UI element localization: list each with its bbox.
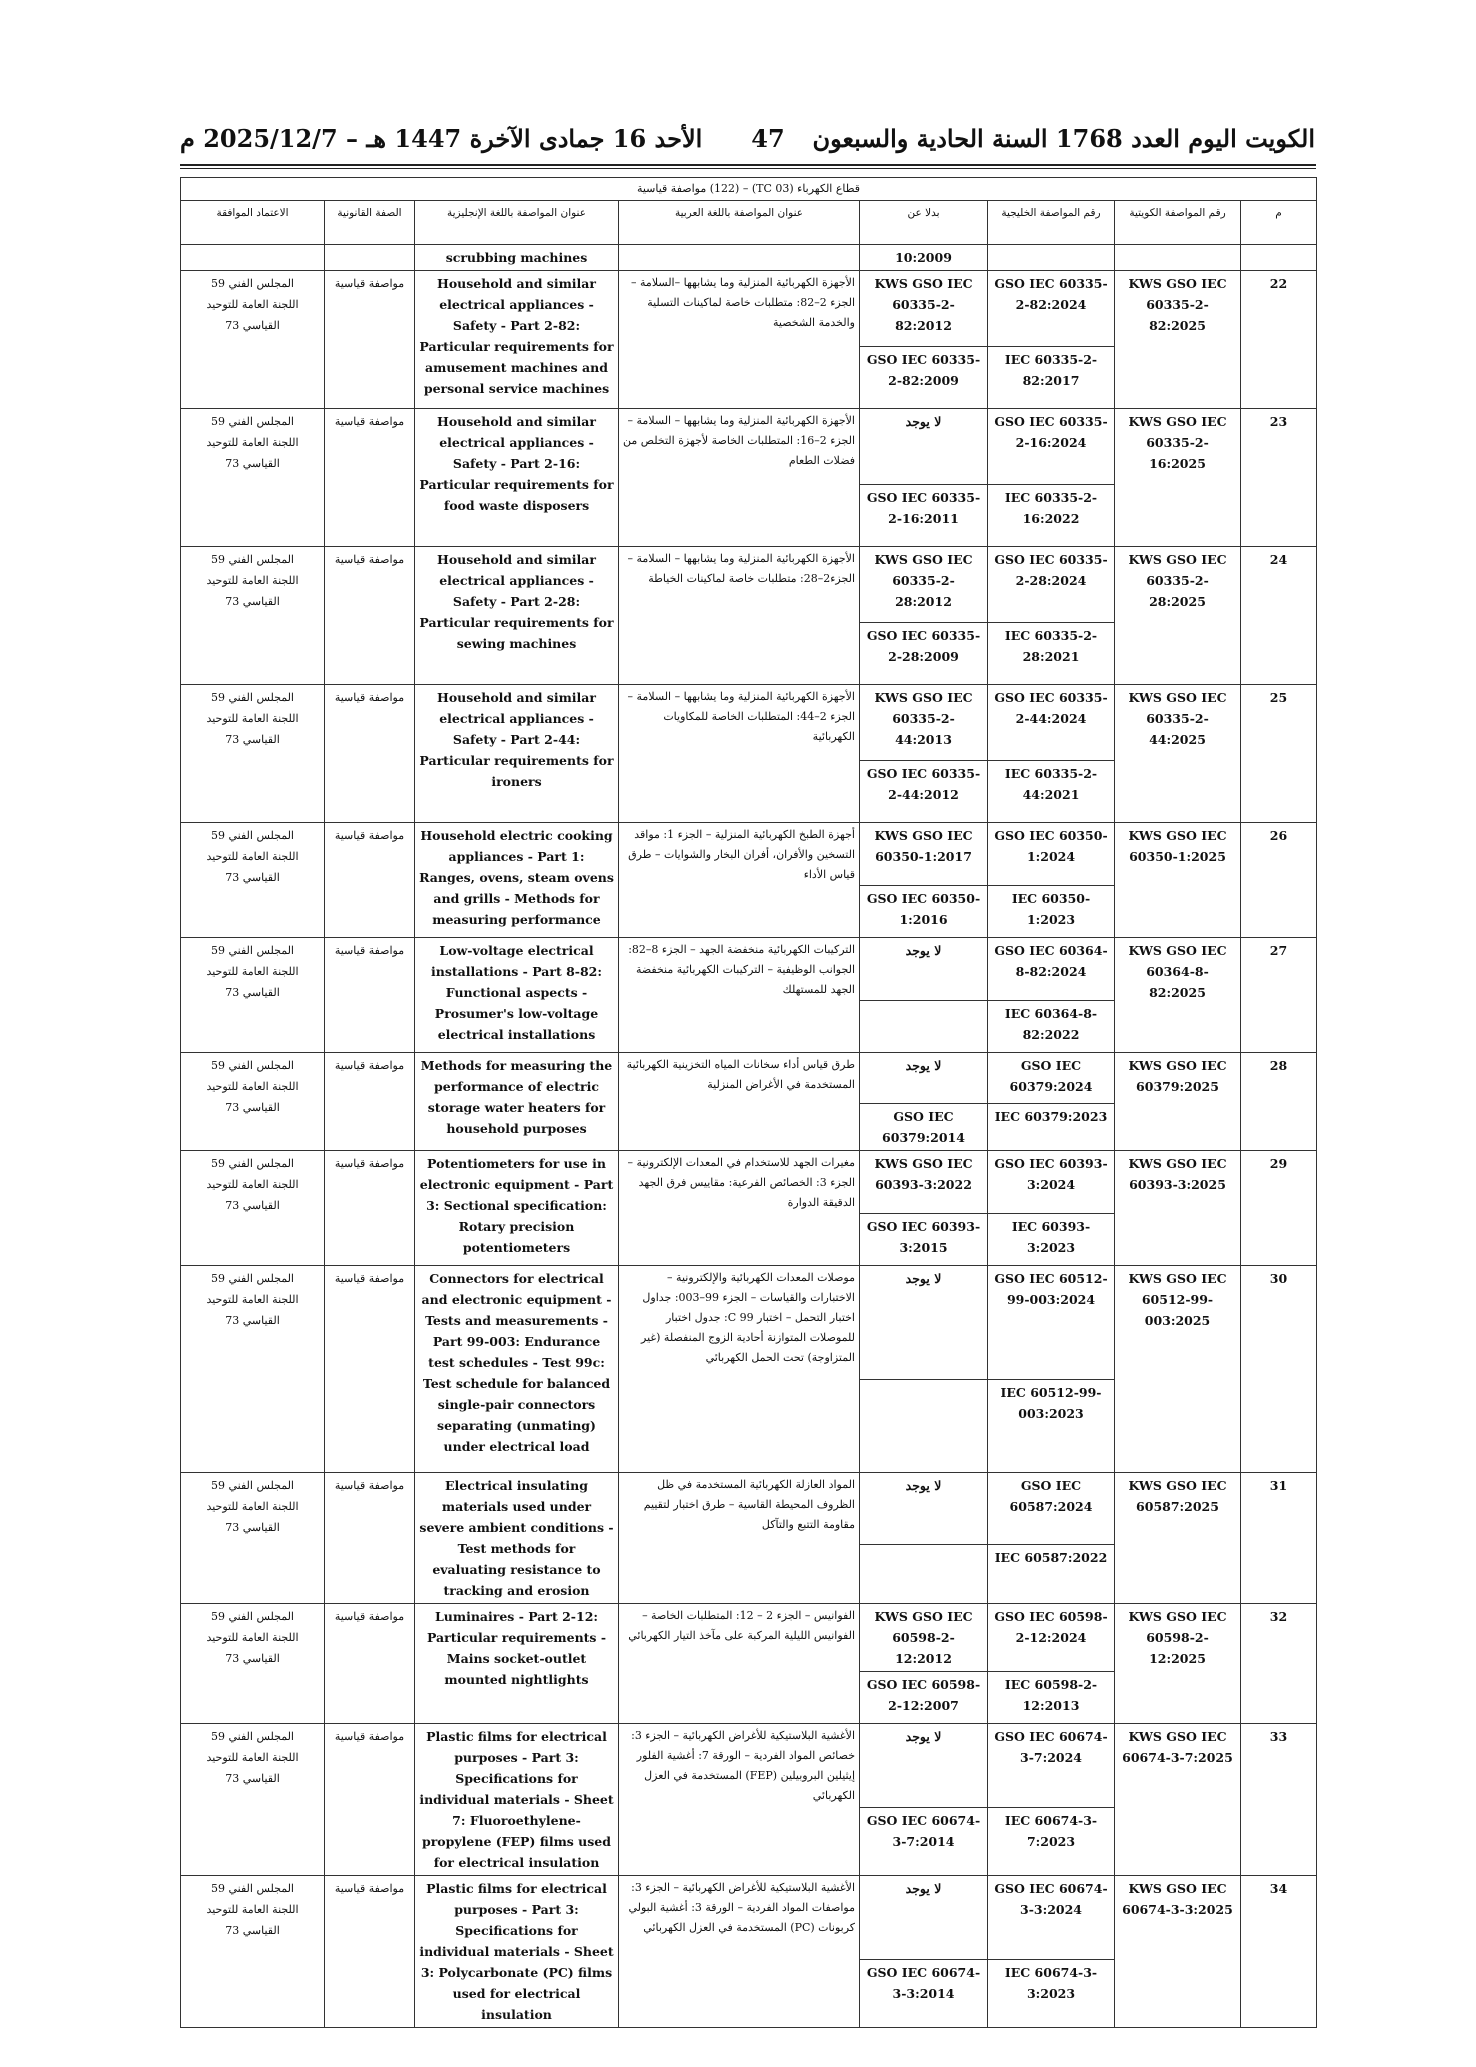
gso-code: GSO IEC 60674-3-7:2024 (988, 1724, 1115, 1808)
title-english: Connectors for electrical and electronic equipment - Tests and measurements - Part 99-003: Endurance test schedules - Test 99c: Test schedule for balanced single-pair connectors separating (unmating) under electrical load (415, 1266, 619, 1473)
approval-standardization: القياسي 73 (225, 871, 280, 884)
title-english: Potentiometers for use in electronic equipment - Part 3: Sectional specification: Rotary precision potentiometers (415, 1151, 619, 1266)
col-header-m: م (1241, 201, 1317, 245)
row-number: 23 (1241, 409, 1317, 547)
col-header-replaces: بدلا عن (860, 201, 988, 245)
gso-code: GSO IEC 60598-2-12:2024 (988, 1604, 1115, 1672)
approval-standardization: القياسي 73 (225, 986, 280, 999)
replaces-code: KWS GSO IEC 60335-2-28:2012 (860, 547, 988, 623)
col-header-title-ar: عنوان المواصفة باللغة العربية (619, 201, 860, 245)
gso-code: GSO IEC 60393-3:2024 (988, 1151, 1115, 1214)
title-arabic: طرق قياس أداء سخانات المياه التخزينية الكهربائية المستخدمة في الأغراض المنزلية (619, 1053, 860, 1151)
title-english: Household and similar electrical appliances - Safety - Part 2-44: Particular requirements for ironers (415, 685, 619, 823)
title-english: Plastic films for electrical purposes - Part 3: Specifications for individual materials - Sheet 3: Polycarbonate (PC) films used for electrical insulation (415, 1876, 619, 2028)
iec-code: IEC 60379:2023 (988, 1104, 1115, 1151)
approval-standardization: القياسي 73 (225, 1101, 280, 1114)
legal-status: مواصفة قياسية (325, 823, 415, 938)
approval-council: المجلس الفني 59 (211, 1272, 294, 1285)
title-english: Plastic films for electrical purposes - Part 3: Specifications for individual materials - Sheet 7: Fluoroethylene-propylene (FEP) films used for electrical insulation (415, 1724, 619, 1876)
approval-council: المجلس الفني 59 (211, 1059, 294, 1072)
kws-code: KWS GSO IEC 60674-3-7:2025 (1115, 1724, 1241, 1876)
gso-code: GSO IEC 60379:2024 (988, 1053, 1115, 1104)
legal-status: مواصفة قياسية (325, 685, 415, 823)
legal-status: مواصفة قياسية (325, 1604, 415, 1724)
table-row (181, 547, 1317, 623)
approval-council: المجلس الفني 59 (211, 1157, 294, 1170)
replaces-code: لا يوجد (860, 938, 988, 1001)
col-header-kws: رقم المواصفة الكويتية (1115, 201, 1241, 245)
gso-code: GSO IEC 60364-8-82:2024 (988, 938, 1115, 1001)
replaces-code: KWS GSO IEC 60393-3:2022 (860, 1151, 988, 1214)
approval-cell (181, 1604, 325, 1724)
continuation-title-en: scrubbing machines (415, 245, 619, 271)
table-row (181, 938, 1317, 1001)
row-number: 33 (1241, 1724, 1317, 1876)
approval-council: المجلس الفني 59 (211, 1882, 294, 1895)
table-row (181, 823, 1317, 886)
iec-code: IEC 60674-3-3:2023 (988, 1959, 1115, 2027)
title-arabic: موصلات المعدات الكهربائية والإلكترونية – الاختبارات والقياسات – الجزء 99–003: جداول اختبار التحمل – اختبار C 99: جدول اختبار للموصلات المتوازنة أحادية الزوج المنفصلة (غير المتزاوجة) تحت الحمل الكهربائي (619, 1266, 860, 1473)
iec-code: IEC 60350-1:2023 (988, 886, 1115, 938)
gso-code: GSO IEC 60512-99-003:2024 (988, 1266, 1115, 1380)
title-english: Household and similar electrical appliances - Safety - Part 2-82: Particular requirements for amusement machines and personal service machines (415, 271, 619, 409)
table-row (181, 1473, 1317, 1545)
gso-code: GSO IEC 60674-3-3:2024 (988, 1876, 1115, 1960)
title-english: Electrical insulating materials used under severe ambient conditions - Test methods for evaluating resistance to tracking and erosion (415, 1473, 619, 1604)
approval-committee: اللجنة العامة للتوحيد (206, 436, 299, 449)
title-arabic: التركيبات الكهربائية منخفضة الجهد – الجزء 8–82: الجوانب الوظيفية – التركيبات الكهربائية منخفضة الجهد للمستهلك (619, 938, 860, 1053)
approval-committee: اللجنة العامة للتوحيد (206, 298, 299, 311)
replaces-code-secondary: GSO IEC 60335-2-82:2009 (860, 347, 988, 409)
replaces-code: KWS GSO IEC 60598-2-12:2012 (860, 1604, 988, 1672)
title-arabic: المواد العازلة الكهربائية المستخدمة في ظل الظروف المحيطة القاسية – طرق اختبار لتقييم مقاومة التتبع والتآكل (619, 1473, 860, 1604)
page-number: 47 (751, 124, 785, 153)
legal-status: مواصفة قياسية (325, 1053, 415, 1151)
iec-code: IEC 60587:2022 (988, 1544, 1115, 1603)
approval-cell (181, 409, 325, 547)
title-english: Household and similar electrical appliances - Safety - Part 2-28: Particular requirements for sewing machines (415, 547, 619, 685)
kws-code: KWS GSO IEC 60335-2-28:2025 (1115, 547, 1241, 685)
legal-status: مواصفة قياسية (325, 271, 415, 409)
row-number: 31 (1241, 1473, 1317, 1604)
replaces-code-secondary: GSO IEC 60598-2-12:2007 (860, 1672, 988, 1724)
approval-cell (181, 938, 325, 1053)
gso-code: GSO IEC 60335-2-44:2024 (988, 685, 1115, 761)
row-number: 29 (1241, 1151, 1317, 1266)
replaces-code: KWS GSO IEC 60335-2-82:2012 (860, 271, 988, 347)
title-english: Low-voltage electrical installations - Part 8-82: Functional aspects - Prosumer's low-voltage electrical installations (415, 938, 619, 1053)
iec-code: IEC 60598-2-12:2013 (988, 1672, 1115, 1724)
table-row (181, 1604, 1317, 1672)
table-row (181, 1151, 1317, 1214)
approval-standardization: القياسي 73 (225, 1652, 280, 1665)
kws-code: KWS GSO IEC 60335-2-16:2025 (1115, 409, 1241, 547)
replaces-code-secondary: GSO IEC 60335-2-16:2011 (860, 485, 988, 547)
approval-council: المجلس الفني 59 (211, 1479, 294, 1492)
page-header (180, 122, 1315, 162)
title-english: Household and similar electrical appliances - Safety - Part 2-16: Particular requirements for food waste disposers (415, 409, 619, 547)
replaces-code: لا يوجد (860, 1266, 988, 1380)
legal-status: مواصفة قياسية (325, 1876, 415, 2028)
col-header-title-en: عنوان المواصفة باللغة الإنجليزية (415, 201, 619, 245)
iec-code: IEC 60364-8-82:2022 (988, 1001, 1115, 1053)
approval-committee: اللجنة العامة للتوحيد (206, 1903, 299, 1916)
kws-code: KWS GSO IEC 60598-2-12:2025 (1115, 1604, 1241, 1724)
title-arabic: الأجهزة الكهربائية المنزلية وما يشابهها – السلامة – الجزء2–28: متطلبات خاصة لماكينات الخياطة (619, 547, 860, 685)
approval-standardization: القياسي 73 (225, 1199, 280, 1212)
replaces-code: لا يوجد (860, 1876, 988, 1960)
iec-code: IEC 60335-2-28:2021 (988, 623, 1115, 685)
kws-code: KWS GSO IEC 60335-2-82:2025 (1115, 271, 1241, 409)
approval-committee: اللجنة العامة للتوحيد (206, 1080, 299, 1093)
approval-cell (181, 1266, 325, 1473)
iec-code: IEC 60512-99-003:2023 (988, 1380, 1115, 1473)
approval-cell (181, 823, 325, 938)
replaces-code-secondary (860, 1001, 988, 1053)
approval-cell (181, 685, 325, 823)
legal-status: مواصفة قياسية (325, 1473, 415, 1604)
kws-code: KWS GSO IEC 60335-2-44:2025 (1115, 685, 1241, 823)
issue-date: الأحد 16 جمادى الآخرة 1447 هـ – 2025/12/7 م (180, 124, 703, 153)
gso-code: GSO IEC 60335-2-28:2024 (988, 547, 1115, 623)
gso-code: GSO IEC 60350-1:2024 (988, 823, 1115, 886)
table-row (181, 1266, 1317, 1380)
approval-committee: اللجنة العامة للتوحيد (206, 574, 299, 587)
legal-status: مواصفة قياسية (325, 1151, 415, 1266)
approval-standardization: القياسي 73 (225, 1521, 280, 1534)
approval-committee: اللجنة العامة للتوحيد (206, 1500, 299, 1513)
header-rule-top (180, 164, 1316, 166)
approval-council: المجلس الفني 59 (211, 277, 294, 290)
kws-code: KWS GSO IEC 60674-3-3:2025 (1115, 1876, 1241, 2028)
table-row (181, 1876, 1317, 1960)
row-number: 27 (1241, 938, 1317, 1053)
replaces-code: KWS GSO IEC 60335-2-44:2013 (860, 685, 988, 761)
approval-committee: اللجنة العامة للتوحيد (206, 965, 299, 978)
replaces-code: لا يوجد (860, 1053, 988, 1104)
title-arabic: الأغشية البلاستيكية للأغراض الكهربائية – الجزء 3: مواصفات المواد الفردية – الورقة 3: أغشية البولي كربونات (PC) المستخدمة في العزل الكهربائي (619, 1876, 860, 2028)
gso-code: GSO IEC 60335-2-82:2024 (988, 271, 1115, 347)
title-arabic: مغيرات الجهد للاستخدام في المعدات الإلكترونية – الجزء 3: الخصائص الفرعية: مقاييس فرق الجهد الدقيقة الدوارة (619, 1151, 860, 1266)
approval-standardization: القياسي 73 (225, 733, 280, 746)
table-row (181, 271, 1317, 347)
replaces-code-secondary: GSO IEC 60674-3-3:2014 (860, 1959, 988, 2027)
row-number: 22 (1241, 271, 1317, 409)
title-arabic: الأجهزة الكهربائية المنزلية وما يشابهها – السلامة – الجزء 2–44: المتطلبات الخاصة للمكاويات الكهربائية (619, 685, 860, 823)
approval-committee: اللجنة العامة للتوحيد (206, 1293, 299, 1306)
col-header-legal: الصفة القانونية (325, 201, 415, 245)
kws-code: KWS GSO IEC 60512-99-003:2025 (1115, 1266, 1241, 1473)
row-number: 24 (1241, 547, 1317, 685)
standards-table (180, 177, 1317, 2028)
gso-code: GSO IEC 60587:2024 (988, 1473, 1115, 1545)
replaces-code-secondary (860, 1380, 988, 1473)
row-number: 34 (1241, 1876, 1317, 2028)
title-arabic: الفوانيس – الجزء 2 – 12: المتطلبات الخاصة – الفوانيس الليلية المركبة على مآخذ التيار الكهربائي (619, 1604, 860, 1724)
approval-cell (181, 1053, 325, 1151)
approval-standardization: القياسي 73 (225, 1924, 280, 1937)
table-row (181, 1724, 1317, 1808)
approval-council: المجلس الفني 59 (211, 553, 294, 566)
replaces-code-secondary: GSO IEC 60335-2-28:2009 (860, 623, 988, 685)
iec-code: IEC 60674-3-7:2023 (988, 1807, 1115, 1875)
iec-code: IEC 60335-2-16:2022 (988, 485, 1115, 547)
approval-cell (181, 1876, 325, 2028)
row-number: 30 (1241, 1266, 1317, 1473)
kws-code: KWS GSO IEC 60393-3:2025 (1115, 1151, 1241, 1266)
col-header-gso: رقم المواصفة الخليجية (988, 201, 1115, 245)
table-row (181, 1053, 1317, 1104)
replaces-code: لا يوجد (860, 1473, 988, 1545)
header-rule-bottom (180, 168, 1316, 169)
iec-code: IEC 60335-2-82:2017 (988, 347, 1115, 409)
approval-cell (181, 1151, 325, 1266)
kws-code: KWS GSO IEC 60364-8-82:2025 (1115, 938, 1241, 1053)
gso-code: GSO IEC 60335-2-16:2024 (988, 409, 1115, 485)
approval-standardization: القياسي 73 (225, 457, 280, 470)
approval-cell (181, 1473, 325, 1604)
replaces-code-secondary: GSO IEC 60335-2-44:2012 (860, 761, 988, 823)
replaces-code-secondary: GSO IEC 60393-3:2015 (860, 1214, 988, 1266)
replaces-code-secondary: GSO IEC 60350-1:2016 (860, 886, 988, 938)
approval-committee: اللجنة العامة للتوحيد (206, 850, 299, 863)
table-row (181, 409, 1317, 485)
kws-code: KWS GSO IEC 60587:2025 (1115, 1473, 1241, 1604)
legal-status: مواصفة قياسية (325, 547, 415, 685)
title-arabic: أجهزة الطبخ الكهربائية المنزلية – الجزء 1: مواقد التسخين والأفران، أفران البخار والشوايات – طرق قياس الأداء (619, 823, 860, 938)
kws-code: KWS GSO IEC 60350-1:2025 (1115, 823, 1241, 938)
legal-status: مواصفة قياسية (325, 1724, 415, 1876)
table-row (181, 685, 1317, 761)
table-caption: قطاع الكهرباء (TC 03) – (122) مواصفة قياسية (181, 178, 1317, 201)
replaces-code: KWS GSO IEC 60350-1:2017 (860, 823, 988, 886)
approval-cell (181, 547, 325, 685)
approval-standardization: القياسي 73 (225, 319, 280, 332)
approval-standardization: القياسي 73 (225, 1772, 280, 1785)
iec-code: IEC 60335-2-44:2021 (988, 761, 1115, 823)
legal-status: مواصفة قياسية (325, 1266, 415, 1473)
title-english: Methods for measuring the performance of electric storage water heaters for household purposes (415, 1053, 619, 1151)
approval-committee: اللجنة العامة للتوحيد (206, 1631, 299, 1644)
row-number: 25 (1241, 685, 1317, 823)
replaces-code: لا يوجد (860, 409, 988, 485)
approval-council: المجلس الفني 59 (211, 1610, 294, 1623)
continuation-row (181, 245, 1317, 271)
title-english: Household electric cooking appliances - Part 1: Ranges, ovens, steam ovens and grills - Methods for measuring performance (415, 823, 619, 938)
col-header-approval: الاعتماد الموافقة (181, 201, 325, 245)
approval-council: المجلس الفني 59 (211, 691, 294, 704)
row-number: 28 (1241, 1053, 1317, 1151)
continuation-replaces: 10:2009 (860, 245, 988, 271)
kws-code: KWS GSO IEC 60379:2025 (1115, 1053, 1241, 1151)
replaces-code-secondary: GSO IEC 60379:2014 (860, 1104, 988, 1151)
legal-status: مواصفة قياسية (325, 409, 415, 547)
approval-council: المجلس الفني 59 (211, 415, 294, 428)
row-number: 32 (1241, 1604, 1317, 1724)
approval-council: المجلس الفني 59 (211, 944, 294, 957)
approval-cell (181, 271, 325, 409)
replaces-code: لا يوجد (860, 1724, 988, 1808)
approval-committee: اللجنة العامة للتوحيد (206, 1751, 299, 1764)
approval-committee: اللجنة العامة للتوحيد (206, 1178, 299, 1191)
approval-council: المجلس الفني 59 (211, 829, 294, 842)
legal-status: مواصفة قياسية (325, 938, 415, 1053)
approval-standardization: القياسي 73 (225, 595, 280, 608)
approval-standardization: القياسي 73 (225, 1314, 280, 1327)
approval-committee: اللجنة العامة للتوحيد (206, 712, 299, 725)
replaces-code-secondary (860, 1544, 988, 1603)
row-number: 26 (1241, 823, 1317, 938)
replaces-code-secondary: GSO IEC 60674-3-7:2014 (860, 1807, 988, 1875)
approval-council: المجلس الفني 59 (211, 1730, 294, 1743)
title-english: Luminaires - Part 2-12: Particular requirements - Mains socket-outlet mounted nightlights (415, 1604, 619, 1724)
title-arabic: الأجهزة الكهربائية المنزلية وما يشابهها –السلامة – الجزء 2–82: متطلبات خاصة لماكينات التسلية والخدمة الشخصية (619, 271, 860, 409)
iec-code: IEC 60393-3:2023 (988, 1214, 1115, 1266)
title-arabic: الأغشية البلاستيكية للأغراض الكهربائية – الجزء 3: خصائص المواد الفردية – الورقة 7: أغشية الفلور إيثيلين البروبيلين (FEP) المستخدمة في العزل الكهربائي (619, 1724, 860, 1876)
title-arabic: الأجهزة الكهربائية المنزلية وما يشابهها – السلامة – الجزء 2–16: المتطلبات الخاصة لأجهزة التخلص من فضلات الطعام (619, 409, 860, 547)
approval-cell (181, 1724, 325, 1876)
gazette-issue-title: الكويت اليوم العدد 1768 السنة الحادية والسبعون (812, 124, 1315, 153)
